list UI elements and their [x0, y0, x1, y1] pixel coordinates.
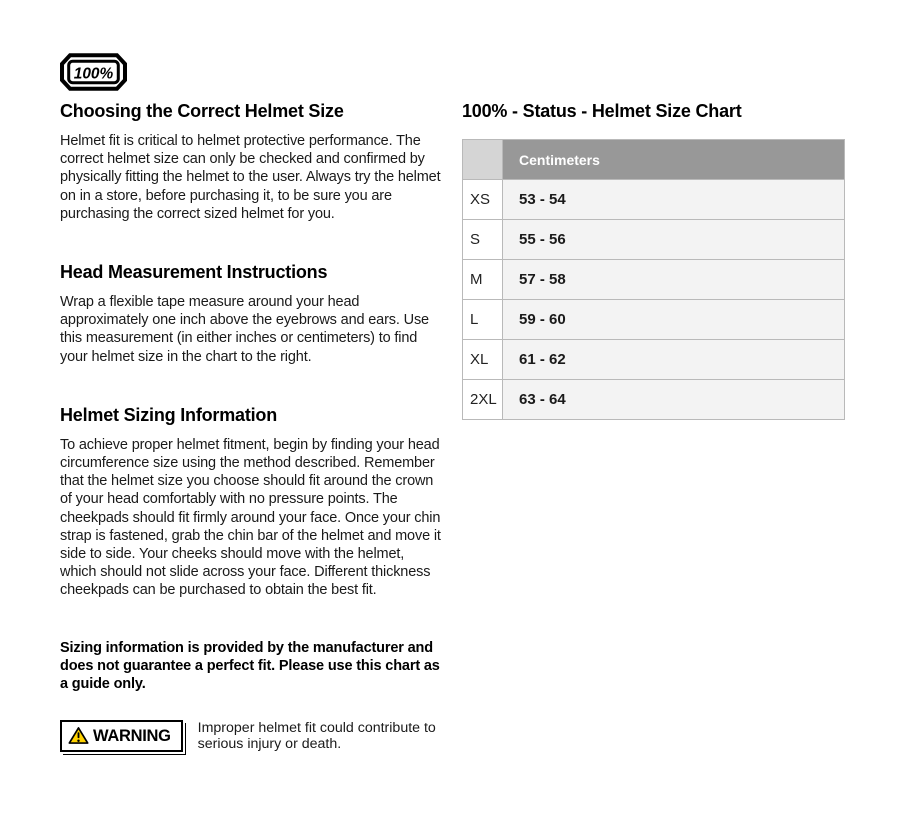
- warning-label: WARNING: [93, 726, 171, 745]
- warning-row: [60, 720, 444, 752]
- size-chart-title: 100% - Status - Helmet Size Chart: [462, 101, 742, 121]
- section-head-measurement: [60, 262, 444, 366]
- size-cell: 2XL: [463, 380, 503, 420]
- table-row: [463, 180, 845, 220]
- value-cell: 59 - 60: [503, 300, 845, 340]
- value-cell: 55 - 56: [503, 220, 845, 260]
- brand-100percent-logo-icon: [60, 53, 127, 91]
- table-row: [463, 220, 845, 260]
- disclaimer-text: Sizing information is provided by the manufacturer and does not guarantee a perfect fit. Please use this chart as a guide only.: [60, 639, 440, 693]
- size-cell: L: [463, 300, 503, 340]
- section-sizing-information: [60, 405, 444, 600]
- warning-box: [60, 720, 183, 752]
- size-cell: M: [463, 260, 503, 300]
- table-header-centimeters: Centimeters: [503, 140, 845, 180]
- table-row: [463, 380, 845, 420]
- section-heading: Helmet Sizing Information: [60, 404, 278, 425]
- value-cell: 57 - 58: [503, 260, 845, 300]
- table-row: [463, 300, 845, 340]
- table-row: [463, 340, 845, 380]
- value-cell: 61 - 62: [503, 340, 845, 380]
- size-chart-table: [462, 139, 845, 420]
- section-body: To achieve proper helmet fitment, begin by finding your head circumference size using the method described. Remember that the helmet size you choose should fit around the crown of your head comfortably with no pressure points. The cheekpads should fit firmly around your face. Once your chin strap is fastened, grab the chin bar of the helmet and move it side to side. Your cheeks should move with the helmet, which should not slide across your face. Different thickness cheekpads can be purchased to obtain the best fit.: [60, 436, 441, 599]
- size-cell: S: [463, 220, 503, 260]
- warning-triangle-icon: [68, 726, 89, 745]
- value-cell: 53 - 54: [503, 180, 845, 220]
- warning-text: Improper helmet fit could contribute to serious injury or death.: [197, 719, 436, 752]
- table-row: [463, 260, 845, 300]
- section-heading: Head Measurement Instructions: [60, 262, 328, 283]
- table-header-row: [463, 140, 845, 180]
- section-body: Wrap a flexible tape measure around your head approximately one inch above the eyebrows and ears. Use this measurement (in either inches or centimeters) to find your helmet size in the chart to the right.: [60, 294, 429, 365]
- size-chart-column: [462, 101, 845, 420]
- size-cell: XL: [463, 340, 503, 380]
- section-body: Helmet fit is critical to helmet protective performance. The correct helmet size can only be checked and confirmed by physically fitting the helmet to the user. Always try the helmet on in a store, before purchasing it, to be sure you are purchasing the correct sized helmet for you.: [60, 133, 441, 222]
- table-corner-cell: [463, 140, 503, 180]
- value-cell: 63 - 64: [503, 380, 845, 420]
- info-column: [60, 53, 444, 752]
- section-heading: Choosing the Correct Helmet Size: [60, 101, 344, 121]
- size-cell: XS: [463, 180, 503, 220]
- section-choosing-size: [60, 101, 444, 223]
- brand-logo-text: 100%: [73, 65, 114, 83]
